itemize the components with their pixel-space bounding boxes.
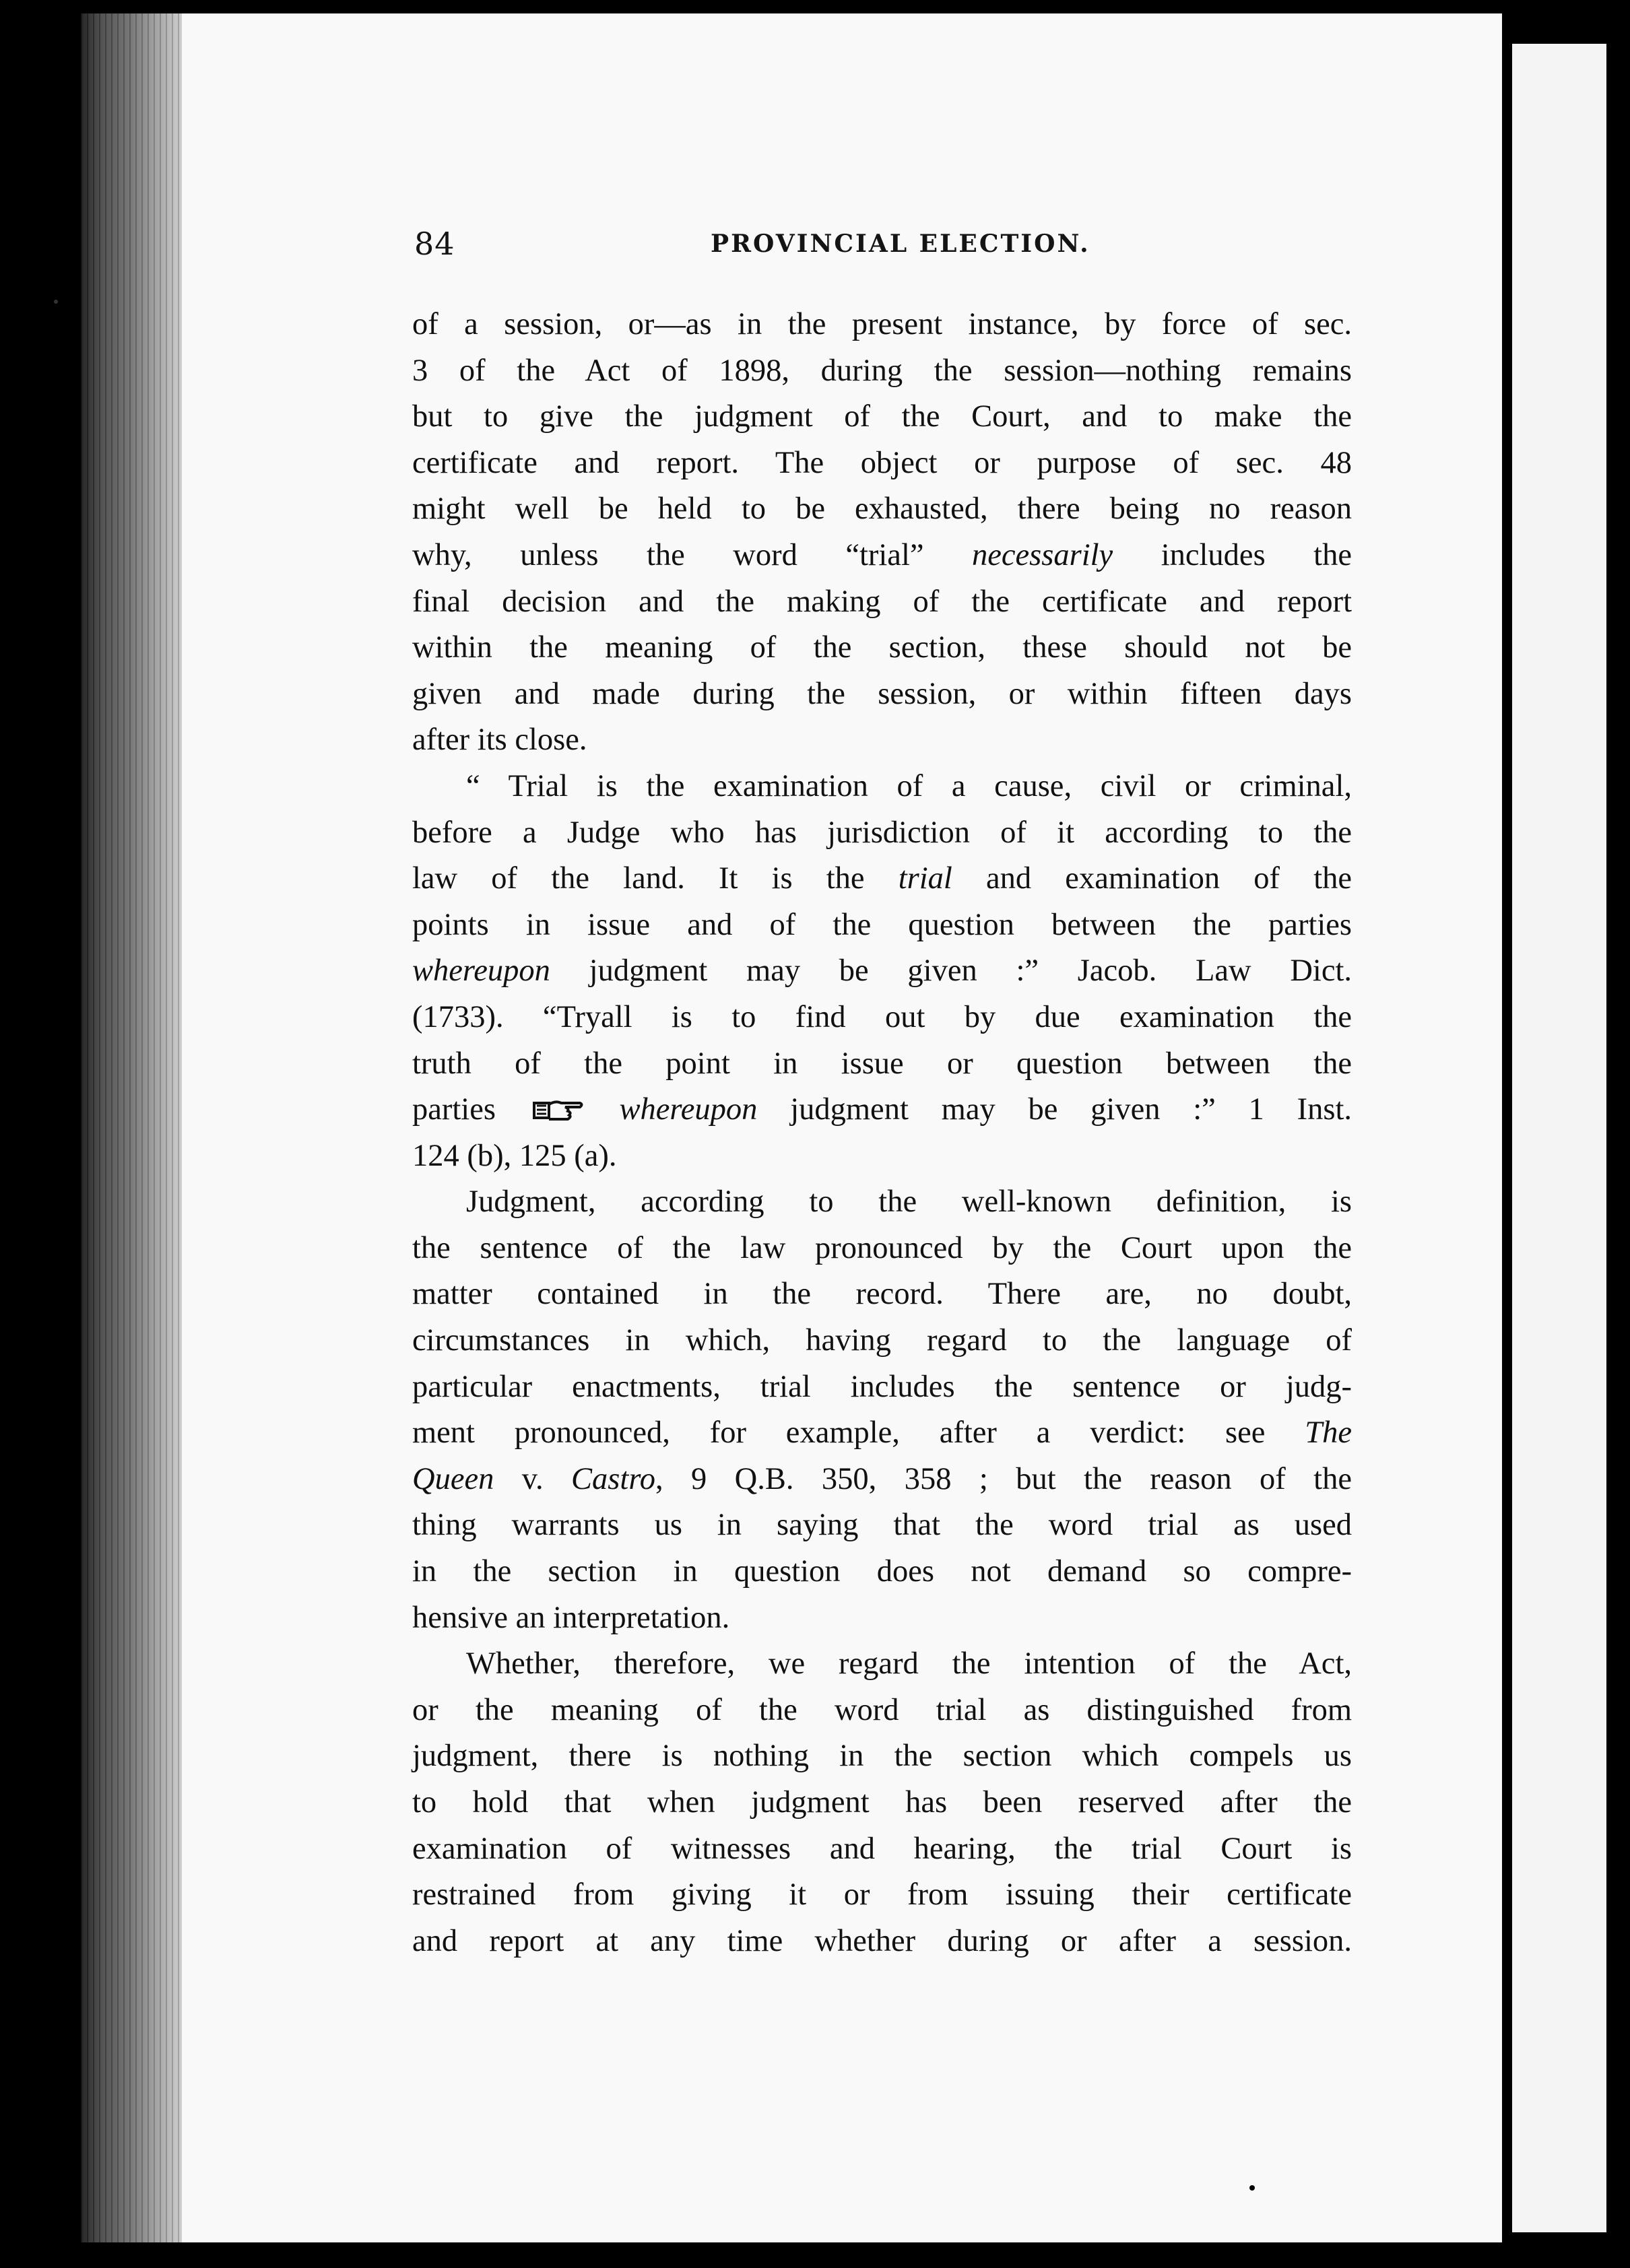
text-line: matter contained in the record. There are, no doubt, — [412, 1277, 1352, 1312]
text-line: in the section in question does not demand so compre- — [412, 1554, 1352, 1589]
text-line: the sentence of the law pronounced by the Court upon the — [412, 1230, 1352, 1265]
text-line: (1733). “Tryall is to find out by due examination the — [412, 999, 1352, 1034]
text-fragment: ment pronounced, for example, after a verdict: see — [412, 1415, 1266, 1450]
italic-the: The — [1305, 1415, 1352, 1450]
text-line — [412, 948, 1352, 995]
text-line: within the meaning of the section, these should not be — [412, 630, 1352, 665]
text-line: truth of the point in issue or question between the — [412, 1046, 1352, 1081]
text-line — [412, 533, 1352, 579]
running-head — [414, 226, 1347, 273]
text-line: but to give the judgment of the Court, and to make the — [412, 399, 1352, 434]
ink-speck — [54, 300, 58, 304]
text-fragment: why, unless the word “trial” — [412, 537, 924, 572]
italic-whereupon: whereupon — [412, 954, 550, 989]
text-line: of a session, or—as in the present instance, by force of sec. — [412, 307, 1352, 341]
text-line: 124 (b), 125 (a). — [412, 1138, 617, 1173]
italic-trial: trial — [898, 861, 952, 896]
text-line: after its close. — [412, 723, 587, 758]
italic-castro: Castro — [571, 1461, 655, 1496]
text-line: might well be held to be exhausted, there being no reason — [412, 492, 1352, 527]
text-fragment: law of the land. It is the — [412, 861, 865, 896]
text-line: Judgment, according to the well-known definition, is — [466, 1185, 1352, 1220]
text-line: before a Judge who has jurisdiction of it according to the — [412, 815, 1352, 850]
page-number: 84 — [414, 226, 455, 262]
book-page-edges — [81, 13, 189, 2242]
text-line: thing warrants us in saying that the word trial as used — [412, 1508, 1352, 1543]
text-line: final decision and the making of the certificate and report — [412, 584, 1352, 619]
text-fragment: “ T — [466, 768, 527, 803]
text-fragment: includes the — [1113, 537, 1352, 572]
text-fragment: rial is the examination of a cause, civil or criminal, — [526, 768, 1352, 803]
italic-queen: Queen — [412, 1461, 494, 1496]
text-line — [412, 856, 1352, 902]
text-line: Whether, therefore, we regard the intention of the Act, — [466, 1646, 1352, 1681]
text-fragment: and examination of the — [952, 861, 1352, 896]
text-line: to hold that when judgment has been reserved after the — [412, 1785, 1352, 1820]
text-fragment: judgment may be given :” 1 Inst. — [757, 1092, 1352, 1127]
page-title: PROVINCIAL ELECTION. — [711, 230, 1090, 258]
text-line: certificate and report. The object or purpose of sec. 48 — [412, 445, 1352, 480]
text-fragment: v. — [494, 1461, 572, 1496]
text-fragment: , 9 Q.B. 350, 358 ; but the reason of the — [655, 1461, 1352, 1496]
italic-necessarily: necessarily — [972, 537, 1113, 572]
pointing-hand-icon — [531, 1096, 584, 1123]
italic-whereupon: whereupon — [619, 1092, 758, 1127]
text-line — [412, 1087, 1352, 1133]
text-line: circumstances in which, having regard to the language of — [412, 1323, 1352, 1358]
text-line: hensive an interpretation. — [412, 1600, 730, 1635]
ink-speck — [1249, 2185, 1255, 2191]
facing-page-edge — [1512, 44, 1606, 2232]
text-line: or the meaning of the word trial as distinguished from — [412, 1692, 1352, 1727]
text-line: examination of witnesses and hearing, the trial Court is — [412, 1831, 1352, 1866]
text-line: 3 of the Act of 1898, during the session—nothing remains — [412, 353, 1352, 388]
text-line: and report at any time whether during or after a session. — [412, 1923, 1352, 1958]
text-line — [412, 1410, 1352, 1457]
text-line: judgment, there is nothing in the section which compels us — [412, 1739, 1352, 1774]
text-line — [412, 764, 1352, 810]
text-fragment: parties — [412, 1092, 496, 1127]
text-line: points in issue and of the question between the parties — [412, 907, 1352, 942]
text-line: given and made during the session, or within fifteen days — [412, 676, 1352, 711]
text-line — [412, 1457, 1352, 1503]
body-text — [412, 302, 1352, 1964]
text-line: particular enactments, trial includes the sentence or judg- — [412, 1369, 1352, 1404]
text-line: restrained from giving it or from issuing their certificate — [412, 1877, 1352, 1912]
text-fragment: judgment may be given :” Jacob. Law Dict. — [550, 954, 1352, 989]
